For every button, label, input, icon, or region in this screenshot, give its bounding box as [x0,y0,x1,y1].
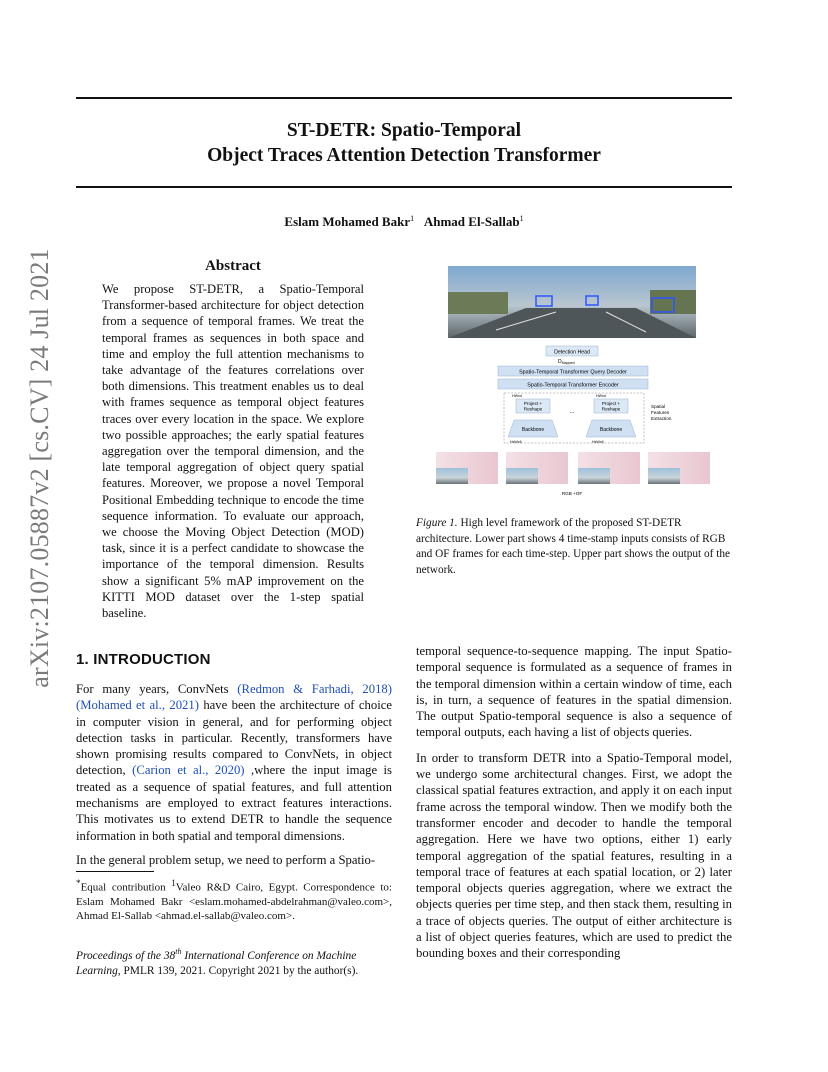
right-paragraph-2: In order to transform DETR into a Spatio-Temporal model, we undergo some architectural changes. First, we adopt the classical spatial features extraction, and apply it on each input frame across the temporal window. Then we modify both the transformer encoder and decoder to handle the temporal aggregation. Here we have two options, either 1) early temporal aggregation of the spatial features, resulting in a temporal trace of features at each spatial location, or 2) later temporal objects queries aggregation, where we extract the objects queries per time step, and then stack them, resulting in a trace of objects queries. The output of either architecture is a list of object queries features, which are used to predict the bounding boxes and their corresponding [416,750,732,961]
proceedings-part-2: International Conference on Machine Learning [76,949,357,977]
abstract-text: We propose ST-DETR, a Spatio-Temporal Transformer-based architecture for object detection from a sequence of temporal frames. We treat the temporal frames as sequences in both space and time and employ the full attention mechanisms to take advantage of the features correlations over both dimensions. This treatment enables us to deal with frames sequence as temporal object features traces over every location in the space. We explore two possible approaches; the early spatial features aggregation over the temporal dimension, and the late temporal aggregation of object query spatial features. Moreover, we propose a novel Temporal Positional Embedding technique to encode the time sequence information. To evaluate our approach, we choose the Moving Object Detection (MOD) task, since it is a perfect candidate to showcase the importance of the temporal dimension. Results show a significant 5% mAP improvement on the KITTI MOD dataset over the 1-step spatial baseline. [102,282,364,621]
frame-dims-2: HxWx6 [592,440,604,444]
abstract-heading: Abstract [205,258,261,274]
arxiv-stamp [20,248,60,688]
intro-p1-text-3: have been the architecture of choice in computer vision in general, and for performing object detection tasks in particular. Recently, transformers have shown promising results compared to ConvNets, in object detection, [76,698,392,778]
title-top-rule [76,97,732,99]
left-column-body [76,681,392,876]
figure-1-label: Figure 1. [416,517,458,529]
footnote-mark: * [76,878,81,888]
encoder-label: Spatio-Temporal Transformer Encoder [527,382,619,389]
intro-p1-text-4: ,where the input image is treated as a sequence of spatial features, and full attention mechanisms are employed to extract features interactions. This motivates us to extend DETR to handle the sequence information in both spatial and temporal dimensions. [76,763,392,843]
author-2: Ahmad El-Sallab [423,214,520,229]
query-decoder-label: Spatio-Temporal Transformer Query Decoder [519,369,627,376]
author-1: Eslam Mohamed Bakr [284,214,411,229]
citation-carion-et-al[interactable]: (Carion et al., 2020) [132,763,245,778]
side-label-2: Features [651,410,670,415]
figure-1-caption [416,516,732,578]
right-column-body [416,643,732,970]
proceedings-part-1: Proceedings of the 38 [76,949,176,962]
reshape-label-1: Reshape [523,406,543,412]
citation-mohamed-et-al[interactable]: (Mohamed et al., 2021) [76,698,199,713]
figure-1-diagram [436,262,712,502]
output-road-image [448,266,696,338]
reshape-label-2: Reshape [601,406,621,412]
ellipsis-dots: ... [569,409,575,415]
side-label-3: Extraction [651,416,672,421]
title-bottom-rule [76,186,732,188]
backbone-label-2: Backbone [599,427,623,433]
arxiv-stamp-text: arXiv:2107.05887v2 [cs.CV] 24 Jul 2021 [25,248,54,688]
intro-paragraph-1 [76,681,392,844]
d-mapped-main: D [558,359,562,365]
backbone-label-1: Backbone [521,427,545,433]
author-1-affiliation: 1 [410,214,415,223]
proceedings-sup: th [175,947,182,956]
side-label-1: Spatial [651,404,666,409]
hwd-label-2: HWxd [596,394,606,398]
project-label-1: Project + [523,401,543,406]
proceedings-part-3: , PMLR 139, 2021. Copyright 2021 by the author(s). [117,964,359,977]
figure-1-caption-text: High level framework of the proposed ST-DETR architecture. Lower part shows 4 time-stamp inputs consists of RGB and OF frames for each time-step. Upper part shows the output of the network. [416,517,731,576]
d-mapped-sub: Mapped [561,361,575,365]
title-line-2: Object Traces Attention Detection Transformer [207,145,601,166]
hwd-label-1: HWxd [512,394,522,398]
intro-paragraph-2: In the general problem setup, we need to perform a Spatio- [76,852,376,867]
citation-redmon-farhadi[interactable]: (Redmon & Farhadi, 2018) [237,682,392,696]
footnote-text-2: Valeo R&D Cairo, Egypt. Correspondence to: Eslam Mohamed Bakr <eslam.mohamed-abdelrahman@valeo.com>, Ahmad El-Sallab <ahmad.el-sallab@valeo.com>. [76,881,392,922]
rgb-of-label: RGB +OF [561,491,583,496]
proceedings-note [76,944,392,979]
input-frames [436,452,710,484]
project-label-2: Project + [601,401,621,406]
section-heading-introduction: 1. INTRODUCTION [76,651,211,668]
footnote-affiliation-mark: 1 [171,878,176,888]
author-2-affiliation: 1 [519,214,524,223]
right-paragraph-1: temporal sequence-to-sequence mapping. The input Spatio-temporal sequence is formulated as a sequence of frames in the temporal dimension within a certain window of time, each is, in turn, a sequence of features in the spatial dimension. The output Spatio-temporal sequence is also a sequence of temporal outputs, each having a list of objects queries. [416,644,732,740]
title-line-1: ST-DETR: Spatio-Temporal [286,120,522,141]
d-mapped-label [558,359,575,365]
footnote [76,876,392,923]
intro-p1-text-1: For many years, ConvNets [76,682,238,696]
paper-title [76,118,732,168]
detection-head-label: Detection Head [554,349,590,356]
footnote-text-1: Equal contribution [80,881,172,894]
author-list [76,214,732,230]
frame-dims-1: HxWx6 [510,440,522,444]
footnote-rule [76,871,154,872]
